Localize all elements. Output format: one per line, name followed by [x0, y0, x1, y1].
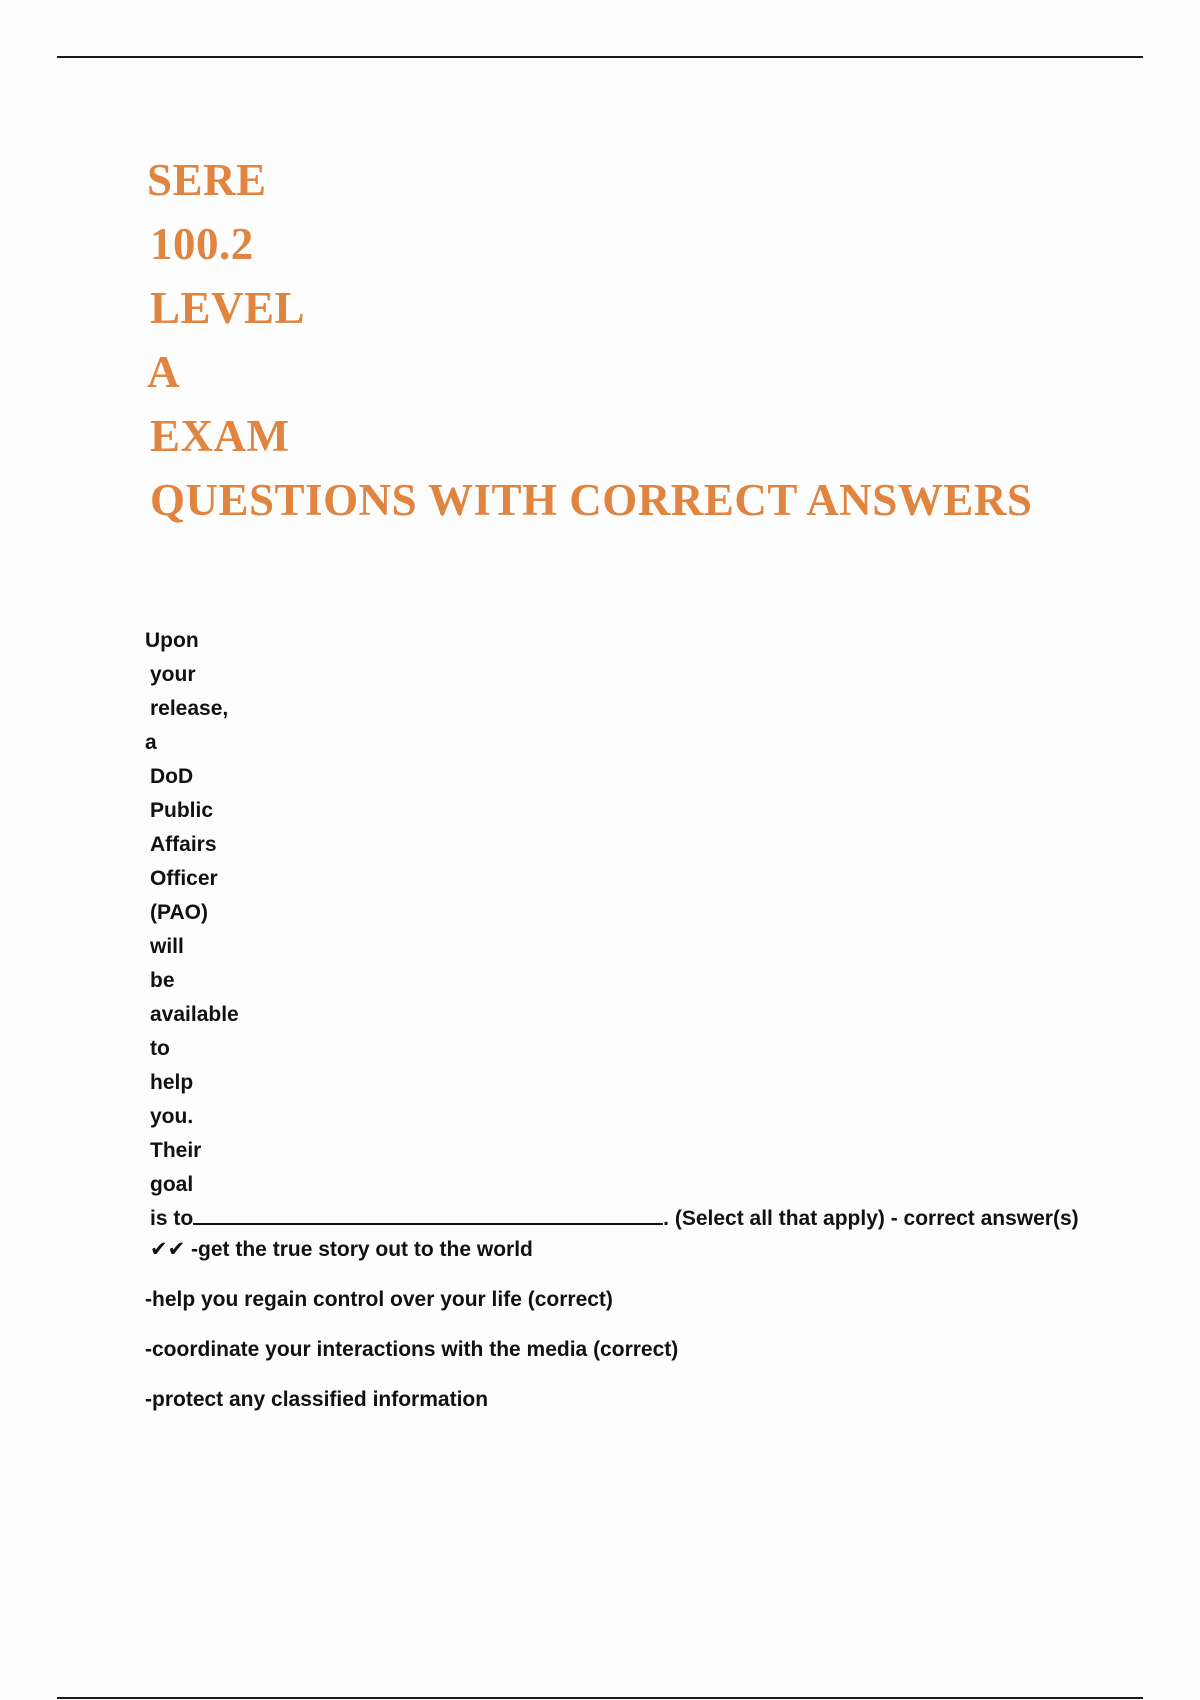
answer-option-2: -help you regain control over your life (correct) — [145, 1288, 613, 1311]
title-line: SERE — [147, 155, 267, 205]
question-word: (PAO) — [150, 901, 208, 924]
answer-text: -get the true story out to the world — [185, 1238, 533, 1261]
question-word: your — [150, 663, 196, 686]
question-last-line — [145, 1202, 1079, 1236]
question-suffix: . (Select all that apply) - correct answer(s) — [663, 1207, 1079, 1230]
question-word: available — [150, 1003, 239, 1026]
question-word: release, — [150, 697, 229, 720]
question-prefix: is to — [150, 1207, 194, 1230]
check-marks-icon: ✔✔ — [150, 1238, 186, 1261]
question-word: Upon — [145, 629, 199, 652]
question-word: Their — [150, 1139, 202, 1162]
question-word: help — [150, 1071, 194, 1094]
title-line: 100.2 — [150, 219, 254, 269]
question-word: a — [145, 731, 157, 754]
question-word: goal — [150, 1173, 194, 1196]
title-line: QUESTIONS WITH CORRECT ANSWERS — [150, 475, 1033, 525]
footer-rule — [57, 1697, 1143, 1699]
answer-option-1 — [145, 1233, 678, 1267]
question-word: to — [150, 1037, 170, 1060]
question-word: Affairs — [150, 833, 217, 856]
answer-blank-line — [193, 1203, 663, 1225]
question-word: be — [150, 969, 175, 992]
answer-option-4: -protect any classified information — [145, 1388, 489, 1411]
question-word: will — [150, 935, 184, 958]
document-title — [147, 148, 1032, 532]
title-line: LEVEL — [150, 283, 306, 333]
question-text — [145, 624, 1079, 1236]
question-word: Public — [150, 799, 214, 822]
question-word: Officer — [150, 867, 218, 890]
question-word: DoD — [150, 765, 194, 788]
header-rule — [57, 56, 1143, 58]
answer-option-3: -coordinate your interactions with the media (correct) — [145, 1338, 679, 1361]
title-line: A — [147, 347, 180, 397]
title-line: EXAM — [150, 411, 290, 461]
answer-options — [145, 1233, 678, 1417]
question-word: you. — [150, 1105, 194, 1128]
